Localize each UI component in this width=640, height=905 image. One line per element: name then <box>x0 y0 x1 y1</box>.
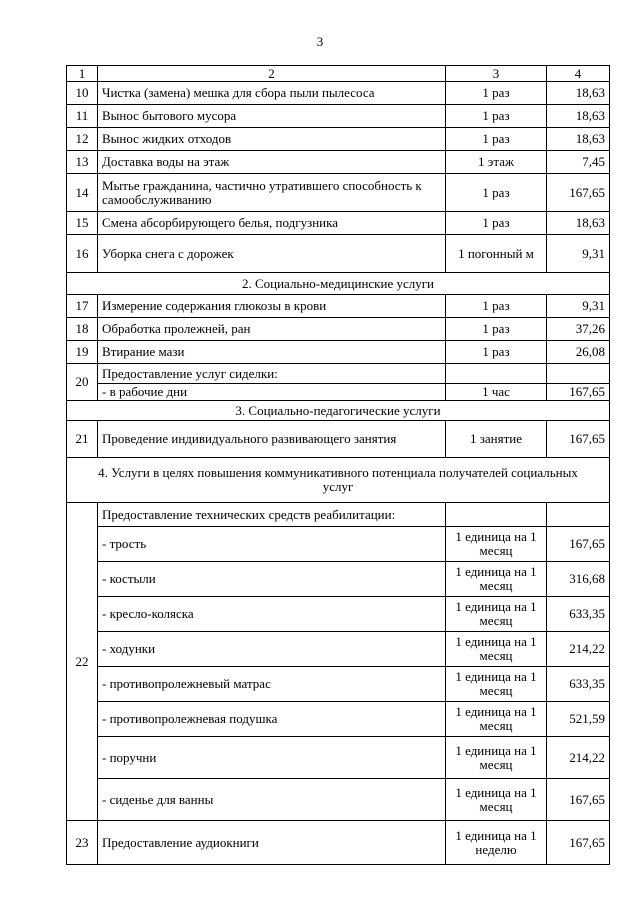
service-name: Проведение индивидуального развивающего занятия <box>98 421 446 458</box>
row-number: 13 <box>67 151 98 174</box>
table-row <box>67 562 610 597</box>
row-number: 16 <box>67 235 98 273</box>
table-row <box>67 667 610 702</box>
table-row <box>67 737 610 779</box>
service-price: 167,65 <box>547 527 610 562</box>
section-row <box>67 273 610 295</box>
service-unit: 1 единица на 1 месяц <box>446 737 547 779</box>
section-title: 4. Услуги в целях повышения коммуникативного потенциала получателей социальных услуг <box>67 458 610 503</box>
section-row <box>67 458 610 503</box>
empty-cell <box>446 503 547 527</box>
service-unit: 1 этаж <box>446 151 547 174</box>
row-number: 23 <box>67 821 98 865</box>
service-subitem: - ходунки <box>98 632 446 667</box>
service-price: 167,65 <box>547 421 610 458</box>
service-price: 633,35 <box>547 667 610 702</box>
service-price: 214,22 <box>547 737 610 779</box>
service-unit: 1 единица на 1 месяц <box>446 527 547 562</box>
service-name: Мытье гражданина, частично утратившего способность к самообслуживанию <box>98 174 446 212</box>
service-name: Смена абсорбирующего белья, подгузника <box>98 212 446 235</box>
service-price: 521,59 <box>547 702 610 737</box>
header-col-1: 1 <box>67 66 98 82</box>
table-row <box>67 212 610 235</box>
service-unit: 1 погонный м <box>446 235 547 273</box>
table-row <box>67 341 610 364</box>
service-subitem: - сиденье для ванны <box>98 779 446 821</box>
service-unit: 1 единица на 1 месяц <box>446 562 547 597</box>
table-row <box>67 151 610 174</box>
service-name: Уборка снега с дорожек <box>98 235 446 273</box>
service-subitem: - противопролежневый матрас <box>98 667 446 702</box>
header-col-3: 3 <box>446 66 547 82</box>
service-price: 167,65 <box>547 821 610 865</box>
table-row <box>67 779 610 821</box>
service-unit: 1 раз <box>446 212 547 235</box>
service-subitem: - трость <box>98 527 446 562</box>
row-number: 22 <box>67 503 98 821</box>
service-subitem: - поручни <box>98 737 446 779</box>
service-price: 167,65 <box>547 384 610 401</box>
table-row <box>67 702 610 737</box>
empty-cell <box>446 364 547 384</box>
service-name: Предоставление технических средств реабилитации: <box>98 503 446 527</box>
table-row <box>67 821 610 865</box>
service-price: 18,63 <box>547 212 610 235</box>
section-title: 2. Социально-медицинские услуги <box>67 273 610 295</box>
service-price: 26,08 <box>547 341 610 364</box>
service-unit: 1 раз <box>446 174 547 212</box>
table-row <box>67 364 610 384</box>
table-row <box>67 105 610 128</box>
service-name: Доставка воды на этаж <box>98 151 446 174</box>
service-subitem: - в рабочие дни <box>98 384 446 401</box>
service-name: Обработка пролежней, ран <box>98 318 446 341</box>
row-number: 12 <box>67 128 98 151</box>
header-col-2: 2 <box>98 66 446 82</box>
service-price: 214,22 <box>547 632 610 667</box>
service-unit: 1 единица на 1 месяц <box>446 597 547 632</box>
table-row <box>67 527 610 562</box>
header-row <box>67 66 610 82</box>
service-unit: 1 единица на 1 месяц <box>446 702 547 737</box>
table-row <box>67 318 610 341</box>
page-number: 3 <box>316 34 324 49</box>
service-unit: 1 раз <box>446 105 547 128</box>
services-price-table <box>66 65 610 865</box>
table-row <box>67 174 610 212</box>
service-name: Предоставление услуг сиделки: <box>98 364 446 384</box>
table-row <box>67 384 610 401</box>
header-col-4: 4 <box>547 66 610 82</box>
service-unit: 1 единица на 1 месяц <box>446 632 547 667</box>
row-number: 20 <box>67 364 98 401</box>
service-price: 18,63 <box>547 128 610 151</box>
service-price: 316,68 <box>547 562 610 597</box>
table-row <box>67 235 610 273</box>
service-price: 167,65 <box>547 174 610 212</box>
row-number: 15 <box>67 212 98 235</box>
row-number: 19 <box>67 341 98 364</box>
table-row <box>67 82 610 105</box>
service-unit: 1 раз <box>446 341 547 364</box>
table-row <box>67 128 610 151</box>
table-row <box>67 295 610 318</box>
row-number: 10 <box>67 82 98 105</box>
row-number: 11 <box>67 105 98 128</box>
service-name: Чистка (замена) мешка для сбора пыли пылесоса <box>98 82 446 105</box>
service-unit: 1 единица на 1 месяц <box>446 779 547 821</box>
service-unit: 1 единица на 1 месяц <box>446 667 547 702</box>
service-unit: 1 раз <box>446 82 547 105</box>
service-unit: 1 час <box>446 384 547 401</box>
service-unit: 1 единица на 1 неделю <box>446 821 547 865</box>
service-price: 18,63 <box>547 82 610 105</box>
service-unit: 1 раз <box>446 295 547 318</box>
service-subitem: - костыли <box>98 562 446 597</box>
table-row <box>67 632 610 667</box>
service-name: Вынос жидких отходов <box>98 128 446 151</box>
service-price: 37,26 <box>547 318 610 341</box>
service-unit: 1 раз <box>446 128 547 151</box>
service-price: 7,45 <box>547 151 610 174</box>
service-price: 9,31 <box>547 295 610 318</box>
section-title: 3. Социально-педагогические услуги <box>67 401 610 421</box>
row-number: 18 <box>67 318 98 341</box>
service-name: Предоставление аудиокниги <box>98 821 446 865</box>
service-name: Измерение содержания глюкозы в крови <box>98 295 446 318</box>
table-row <box>67 503 610 527</box>
service-unit: 1 занятие <box>446 421 547 458</box>
row-number: 21 <box>67 421 98 458</box>
empty-cell <box>547 364 610 384</box>
service-unit: 1 раз <box>446 318 547 341</box>
table-row <box>67 421 610 458</box>
empty-cell <box>547 503 610 527</box>
service-name: Втирание мази <box>98 341 446 364</box>
service-subitem: - противопролежневая подушка <box>98 702 446 737</box>
service-price: 633,35 <box>547 597 610 632</box>
service-price: 167,65 <box>547 779 610 821</box>
service-price: 18,63 <box>547 105 610 128</box>
row-number: 14 <box>67 174 98 212</box>
service-name: Вынос бытового мусора <box>98 105 446 128</box>
table-row <box>67 597 610 632</box>
service-price: 9,31 <box>547 235 610 273</box>
service-subitem: - кресло-коляска <box>98 597 446 632</box>
section-row <box>67 401 610 421</box>
row-number: 17 <box>67 295 98 318</box>
